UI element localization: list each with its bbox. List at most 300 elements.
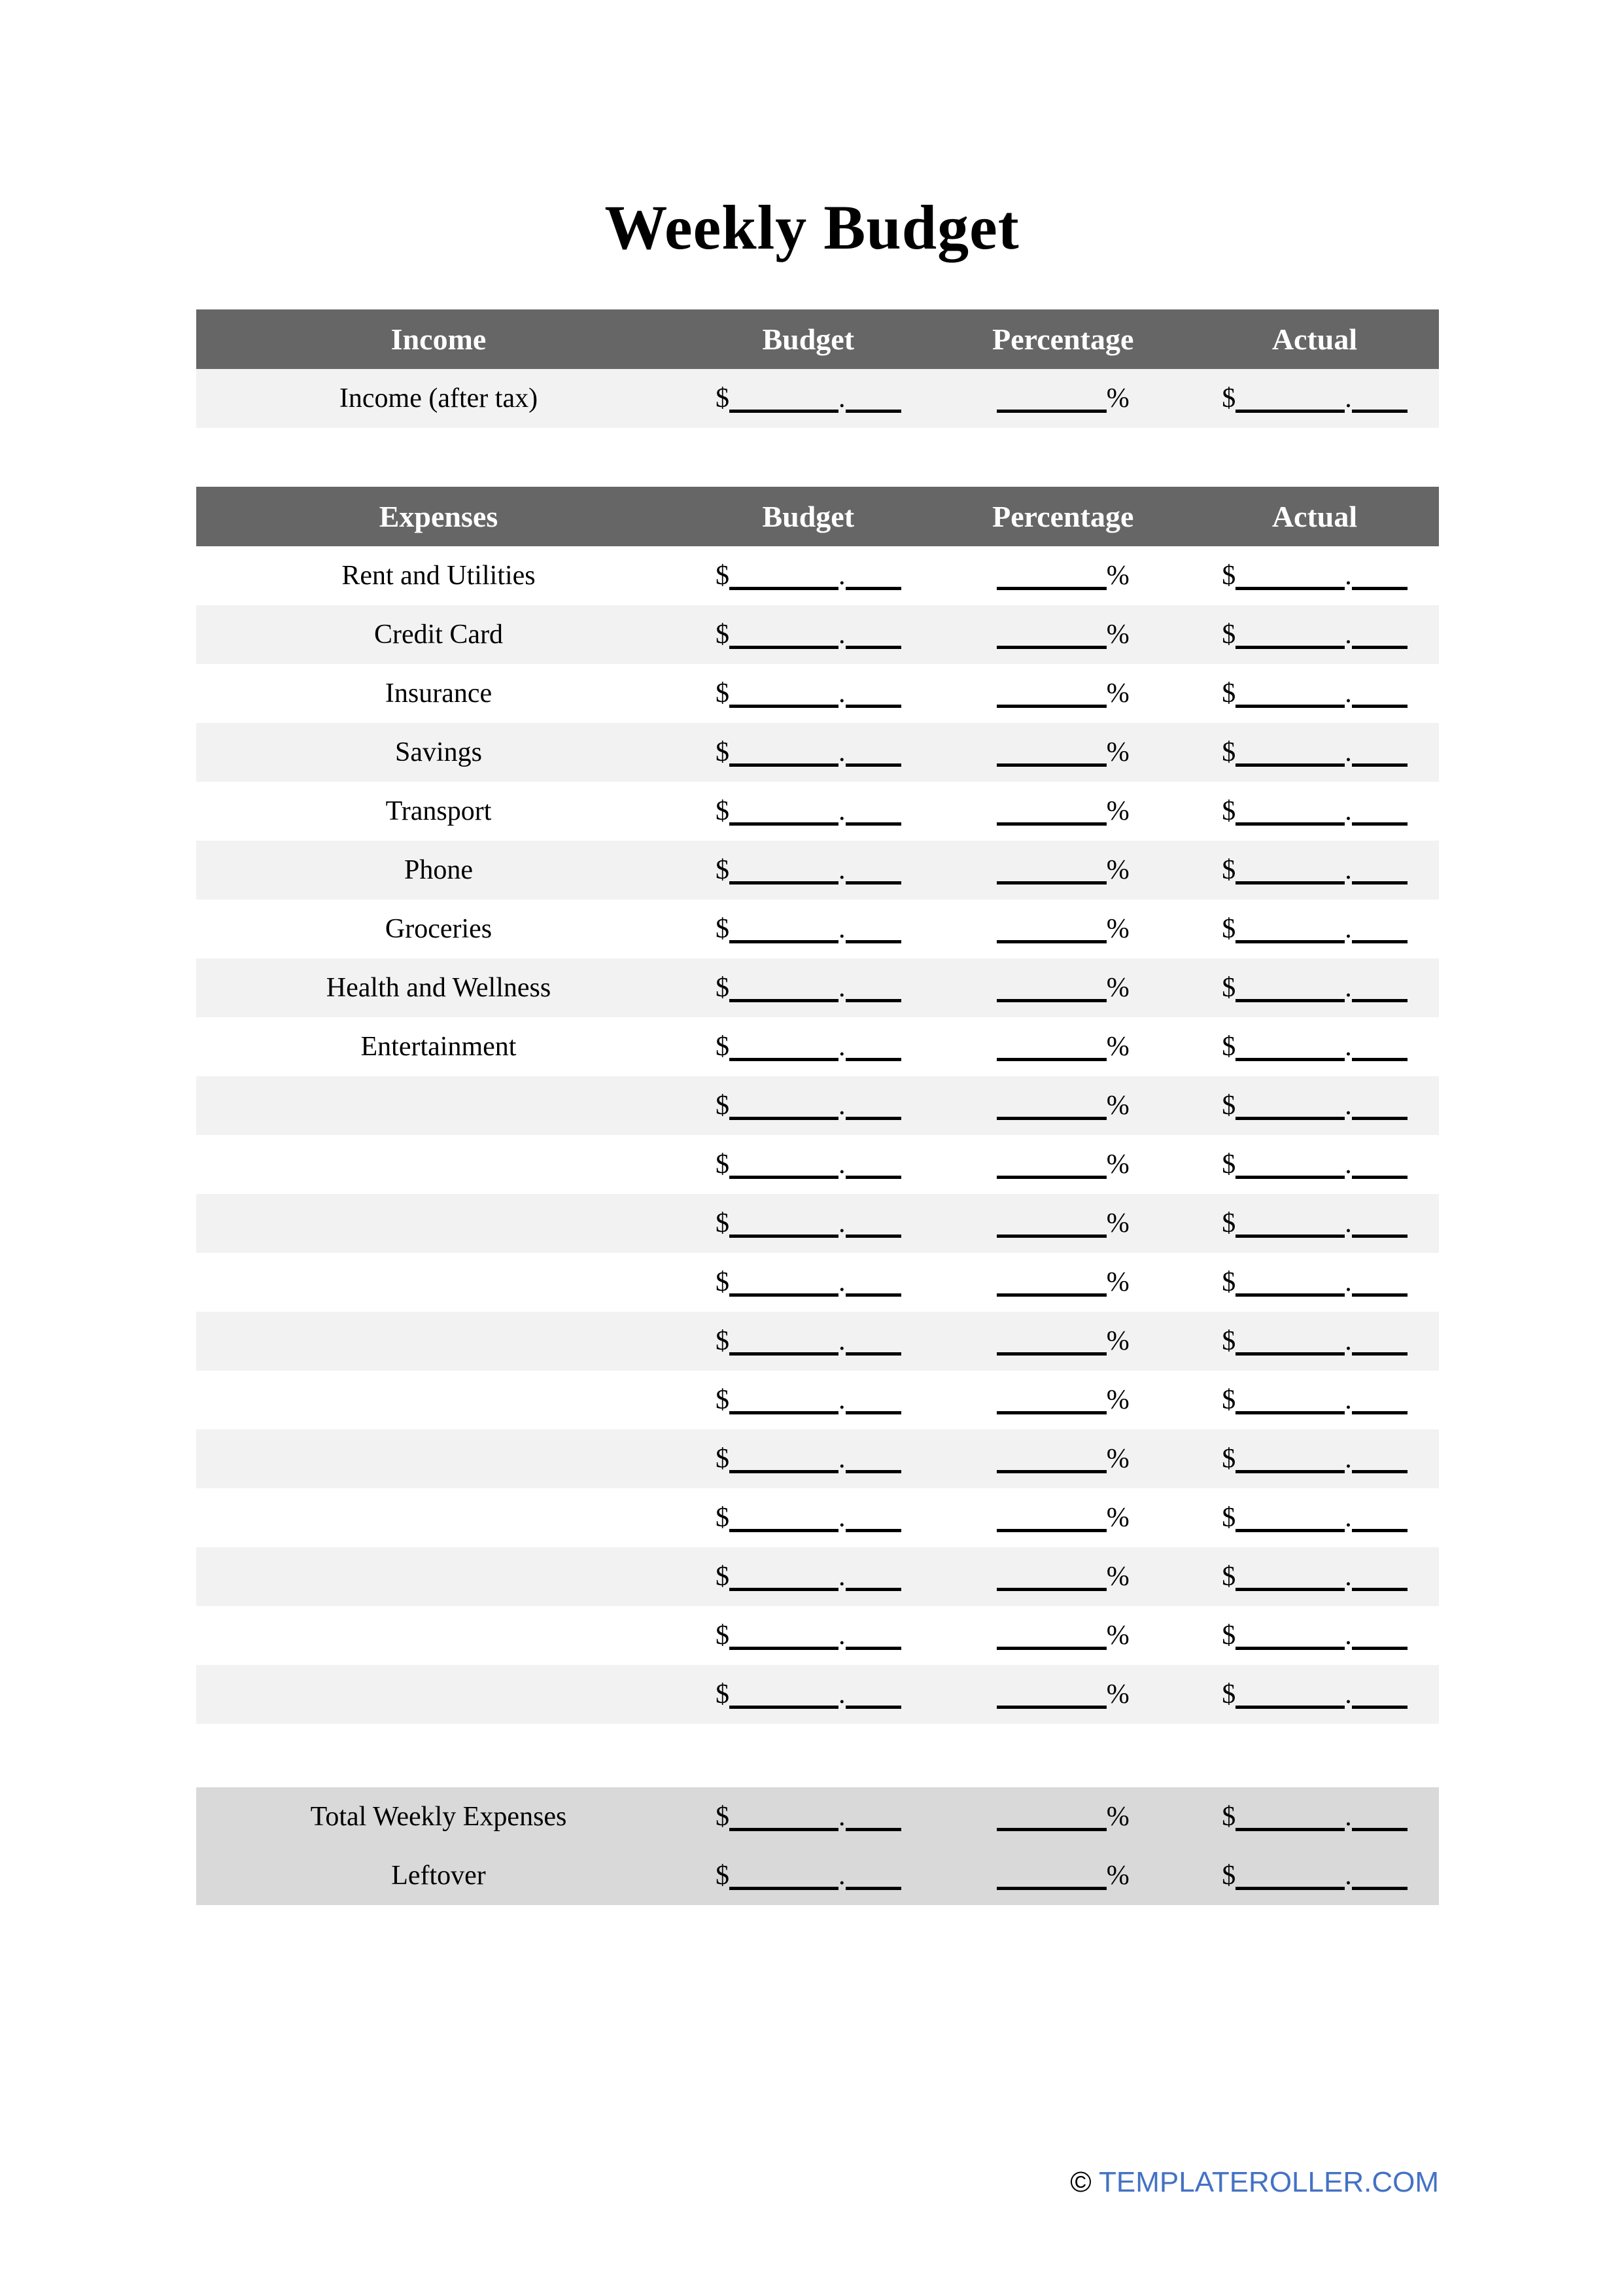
percentage-blank-field [936, 1267, 1191, 1298]
blank-line [729, 821, 838, 826]
table-row [196, 1312, 1439, 1371]
blank-line [997, 1586, 1107, 1591]
blank-line [1352, 998, 1408, 1002]
blank-line [846, 1351, 901, 1356]
decimal-point: . [1345, 914, 1352, 944]
percent-symbol: % [1106, 1149, 1130, 1180]
row-label-cell [196, 972, 681, 1004]
table-row [196, 723, 1439, 782]
table-row [196, 1606, 1439, 1665]
actual-blank-field [1190, 1031, 1439, 1062]
currency-symbol: $ [1222, 1861, 1236, 1891]
blank-line [729, 586, 838, 590]
decimal-point: . [1345, 620, 1352, 650]
blank-line [729, 762, 838, 767]
actual-blank-field [1190, 1679, 1439, 1710]
percentage-blank-field [936, 1031, 1191, 1062]
table-row [196, 664, 1439, 723]
actual-blank-field [1190, 1090, 1439, 1121]
actual-blank-field [1190, 1325, 1439, 1357]
currency-symbol: $ [1222, 1032, 1236, 1062]
row-label-cell [196, 383, 681, 414]
decimal-point: . [838, 1326, 846, 1356]
percent-symbol: % [1106, 1326, 1130, 1356]
blank-line [729, 1410, 838, 1414]
blank-line [729, 880, 838, 885]
column-header-actual: Actual [1271, 323, 1358, 356]
actual-blank-field [1190, 619, 1439, 650]
decimal-point: . [838, 1503, 846, 1533]
currency-symbol: $ [1222, 561, 1236, 591]
percent-symbol: % [1106, 1562, 1130, 1592]
budget-blank-field [681, 619, 936, 650]
blank-line [846, 880, 901, 885]
decimal-point: . [1345, 855, 1352, 885]
expenses-table [196, 487, 1439, 1724]
blank-line [1352, 1827, 1408, 1831]
currency-symbol: $ [716, 620, 729, 650]
percentage-blank-field [936, 1620, 1191, 1651]
blank-line [729, 1885, 838, 1890]
blank-line [846, 1885, 901, 1890]
actual-blank-field [1190, 383, 1439, 414]
percentage-blank-field [936, 678, 1191, 709]
blank-line [846, 762, 901, 767]
decimal-point: . [1345, 1149, 1352, 1180]
blank-line [997, 1233, 1107, 1238]
blank-line [1352, 1233, 1408, 1238]
blank-line [1235, 1885, 1345, 1890]
blank-line [997, 1174, 1107, 1179]
blank-line [1235, 1351, 1345, 1356]
blank-line [1352, 1885, 1408, 1890]
decimal-point: . [1345, 678, 1352, 709]
row-label: Rent and Utilities [341, 561, 536, 591]
blank-line [729, 644, 838, 649]
table-row [196, 605, 1439, 664]
percentage-blank-field [936, 913, 1191, 945]
percentage-blank-field [936, 1561, 1191, 1592]
table-row [196, 369, 1439, 428]
blank-line [997, 1292, 1107, 1297]
decimal-point: . [838, 1032, 846, 1062]
blank-line [1235, 1115, 1345, 1120]
currency-symbol: $ [716, 678, 729, 709]
percent-symbol: % [1106, 1385, 1130, 1415]
blank-line [1352, 1410, 1408, 1414]
currency-symbol: $ [716, 1091, 729, 1121]
budget-blank-field [681, 913, 936, 945]
row-label: Insurance [385, 678, 492, 709]
blank-line [997, 408, 1107, 413]
percentage-blank-field [936, 619, 1191, 650]
blank-line [1352, 762, 1408, 767]
currency-symbol: $ [1222, 796, 1236, 826]
blank-line [846, 586, 901, 590]
percent-symbol: % [1106, 1267, 1130, 1297]
currency-symbol: $ [1222, 1091, 1236, 1121]
percentage-blank-field [936, 972, 1191, 1004]
blank-line [1235, 1704, 1345, 1709]
currency-symbol: $ [1222, 973, 1236, 1003]
blank-line [846, 1292, 901, 1297]
actual-blank-field [1190, 1149, 1439, 1180]
row-label: Transport [385, 796, 492, 826]
decimal-point: . [1345, 561, 1352, 591]
budget-blank-field [681, 383, 936, 414]
summary-table-rows [196, 1787, 1439, 1905]
budget-blank-field [681, 737, 936, 768]
blank-line [846, 1586, 901, 1591]
blank-line [1352, 703, 1408, 708]
decimal-point: . [1345, 1091, 1352, 1121]
blank-line [729, 1233, 838, 1238]
blank-line [1352, 1645, 1408, 1650]
decimal-point: . [838, 678, 846, 709]
table-row [196, 1665, 1439, 1724]
blank-line [729, 1645, 838, 1650]
currency-symbol: $ [1222, 678, 1236, 709]
percentage-blank-field [936, 1443, 1191, 1475]
column-header-actual: Actual [1271, 500, 1358, 533]
decimal-point: . [838, 1091, 846, 1121]
blank-line [846, 1057, 901, 1061]
table-row [196, 1253, 1439, 1312]
blank-line [1235, 880, 1345, 885]
row-label-cell [196, 854, 681, 886]
budget-blank-field [681, 1801, 936, 1832]
currency-symbol: $ [1222, 1621, 1236, 1651]
blank-line [846, 939, 901, 943]
blank-line [1352, 1469, 1408, 1473]
blank-line [729, 1174, 838, 1179]
blank-line [997, 1704, 1107, 1709]
decimal-point: . [838, 383, 846, 413]
percent-symbol: % [1106, 561, 1130, 591]
blank-line [1235, 703, 1345, 708]
decimal-point: . [1345, 1385, 1352, 1415]
row-label-cell [196, 737, 681, 768]
blank-line [1235, 762, 1345, 767]
budget-blank-field [681, 1031, 936, 1062]
table-row [196, 782, 1439, 841]
budget-blank-field [681, 1620, 936, 1651]
decimal-point: . [838, 1267, 846, 1297]
actual-blank-field [1190, 854, 1439, 886]
table-row [196, 1787, 1439, 1846]
actual-blank-field [1190, 1860, 1439, 1891]
percent-symbol: % [1106, 1861, 1130, 1891]
currency-symbol: $ [716, 914, 729, 944]
row-label-cell [196, 678, 681, 709]
blank-line [1352, 644, 1408, 649]
actual-blank-field [1190, 796, 1439, 827]
decimal-point: . [838, 1208, 846, 1238]
decimal-point: . [1345, 383, 1352, 413]
currency-symbol: $ [716, 855, 729, 885]
currency-symbol: $ [716, 1149, 729, 1180]
blank-line [1235, 586, 1345, 590]
percentage-blank-field [936, 854, 1191, 886]
blank-line [997, 1827, 1107, 1831]
blank-line [1235, 939, 1345, 943]
blank-line [729, 1586, 838, 1591]
currency-symbol: $ [716, 1621, 729, 1651]
currency-symbol: $ [1222, 383, 1236, 413]
percent-symbol: % [1106, 737, 1130, 767]
currency-symbol: $ [1222, 1562, 1236, 1592]
row-label-cell [196, 796, 681, 827]
blank-line [1352, 939, 1408, 943]
decimal-point: . [838, 620, 846, 650]
currency-symbol: $ [716, 1802, 729, 1832]
currency-symbol: $ [716, 1444, 729, 1474]
actual-blank-field [1190, 678, 1439, 709]
blank-line [1235, 408, 1345, 413]
actual-blank-field [1190, 1502, 1439, 1533]
row-label: Leftover [391, 1861, 486, 1891]
decimal-point: . [838, 1621, 846, 1651]
expenses-table-header [196, 487, 1439, 546]
blank-line [997, 644, 1107, 649]
currency-symbol: $ [1222, 1679, 1236, 1709]
blank-line [846, 821, 901, 826]
blank-line [997, 998, 1107, 1002]
blank-line [846, 1115, 901, 1120]
blank-line [1352, 1174, 1408, 1179]
row-label: Phone [404, 855, 473, 885]
budget-blank-field [681, 1443, 936, 1475]
decimal-point: . [1345, 1562, 1352, 1592]
row-label-cell [196, 913, 681, 945]
blank-line [1352, 1528, 1408, 1532]
blank-line [846, 644, 901, 649]
blank-line [1235, 821, 1345, 826]
budget-blank-field [681, 1208, 936, 1239]
decimal-point: . [838, 1562, 846, 1592]
table-row [196, 1371, 1439, 1429]
percentage-blank-field [936, 1149, 1191, 1180]
blank-line [729, 1351, 838, 1356]
blank-line [997, 1057, 1107, 1061]
table-row [196, 546, 1439, 605]
percentage-blank-field [936, 1384, 1191, 1416]
blank-line [997, 586, 1107, 590]
actual-blank-field [1190, 1561, 1439, 1592]
percentage-blank-field [936, 1208, 1191, 1239]
blank-line [729, 1827, 838, 1831]
budget-blank-field [681, 796, 936, 827]
currency-symbol: $ [716, 1032, 729, 1062]
footer-site-link[interactable]: TEMPLATEROLLER.COM [1099, 2166, 1439, 2198]
blank-line [846, 703, 901, 708]
blank-line [1352, 586, 1408, 590]
blank-line [1352, 880, 1408, 885]
decimal-point: . [838, 1444, 846, 1474]
percent-symbol: % [1106, 1679, 1130, 1709]
decimal-point: . [1345, 973, 1352, 1003]
actual-blank-field [1190, 1443, 1439, 1475]
budget-blank-field [681, 1679, 936, 1710]
decimal-point: . [1345, 1208, 1352, 1238]
decimal-point: . [1345, 1503, 1352, 1533]
percentage-blank-field [936, 1325, 1191, 1357]
table-row [196, 1846, 1439, 1905]
blank-line [997, 762, 1107, 767]
blank-line [846, 1528, 901, 1532]
blank-line [1235, 1174, 1345, 1179]
blank-line [729, 1057, 838, 1061]
percentage-blank-field [936, 1090, 1191, 1121]
footer [196, 2167, 1439, 2198]
actual-blank-field [1190, 1620, 1439, 1651]
blank-line [1352, 1292, 1408, 1297]
percent-symbol: % [1106, 855, 1130, 885]
blank-line [997, 821, 1107, 826]
currency-symbol: $ [716, 1562, 729, 1592]
table-row [196, 841, 1439, 900]
table-row [196, 1017, 1439, 1076]
blank-line [997, 1469, 1107, 1473]
percent-symbol: % [1106, 1091, 1130, 1121]
blank-line [1235, 1057, 1345, 1061]
blank-line [1235, 1586, 1345, 1591]
blank-line [729, 998, 838, 1002]
currency-symbol: $ [1222, 1503, 1236, 1533]
blank-line [1235, 1292, 1345, 1297]
percentage-blank-field [936, 1679, 1191, 1710]
budget-blank-field [681, 1561, 936, 1592]
row-label-cell [196, 1801, 681, 1832]
page-title: Weekly Budget [604, 192, 1020, 262]
decimal-point: . [838, 1679, 846, 1709]
blank-line [1352, 408, 1408, 413]
column-header-budget: Budget [762, 323, 855, 356]
blank-line [846, 1704, 901, 1709]
decimal-point: . [1345, 1267, 1352, 1297]
percent-symbol: % [1106, 1208, 1130, 1238]
table-row [196, 1429, 1439, 1488]
decimal-point: . [838, 855, 846, 885]
decimal-point: . [838, 1861, 846, 1891]
decimal-point: . [1345, 1032, 1352, 1062]
currency-symbol: $ [716, 561, 729, 591]
blank-line [1235, 1528, 1345, 1532]
blank-line [997, 1885, 1107, 1890]
budget-blank-field [681, 854, 936, 886]
budget-blank-field [681, 1325, 936, 1357]
blank-line [1352, 1351, 1408, 1356]
blank-line [729, 1115, 838, 1120]
blank-line [997, 1115, 1107, 1120]
percentage-blank-field [936, 383, 1191, 414]
actual-blank-field [1190, 1267, 1439, 1298]
percent-symbol: % [1106, 914, 1130, 944]
blank-line [1235, 644, 1345, 649]
currency-symbol: $ [716, 1326, 729, 1356]
currency-symbol: $ [1222, 914, 1236, 944]
blank-line [846, 1469, 901, 1473]
column-header-budget: Budget [762, 500, 855, 533]
row-label: Health and Wellness [326, 973, 551, 1003]
decimal-point: . [1345, 1326, 1352, 1356]
decimal-point: . [1345, 737, 1352, 767]
decimal-point: . [838, 561, 846, 591]
currency-symbol: $ [1222, 1444, 1236, 1474]
decimal-point: . [838, 1149, 846, 1180]
blank-line [846, 1174, 901, 1179]
percent-symbol: % [1106, 383, 1130, 413]
row-label: Income (after tax) [339, 383, 538, 413]
percentage-blank-field [936, 1801, 1191, 1832]
currency-symbol: $ [716, 1503, 729, 1533]
blank-line [846, 1410, 901, 1414]
blank-line [1235, 1410, 1345, 1414]
currency-symbol: $ [1222, 855, 1236, 885]
currency-symbol: $ [1222, 1267, 1236, 1297]
currency-symbol: $ [716, 1385, 729, 1415]
percentage-blank-field [936, 560, 1191, 591]
blank-line [997, 1351, 1107, 1356]
decimal-point: . [838, 796, 846, 826]
table-row [196, 958, 1439, 1017]
currency-symbol: $ [716, 737, 729, 767]
currency-symbol: $ [716, 1267, 729, 1297]
budget-blank-field [681, 1502, 936, 1533]
table-row [196, 1547, 1439, 1606]
currency-symbol: $ [716, 973, 729, 1003]
percentage-blank-field [936, 737, 1191, 768]
currency-symbol: $ [716, 796, 729, 826]
currency-symbol: $ [1222, 1326, 1236, 1356]
column-header-percentage: Percentage [992, 500, 1134, 533]
actual-blank-field [1190, 737, 1439, 768]
actual-blank-field [1190, 560, 1439, 591]
percent-symbol: % [1106, 1503, 1130, 1533]
percent-symbol: % [1106, 620, 1130, 650]
currency-symbol: $ [716, 383, 729, 413]
currency-symbol: $ [716, 1208, 729, 1238]
blank-line [1235, 1827, 1345, 1831]
row-label-cell [196, 560, 681, 591]
row-label-cell [196, 1860, 681, 1891]
budget-blank-field [681, 1267, 936, 1298]
blank-line [1352, 1115, 1408, 1120]
percent-symbol: % [1106, 1802, 1130, 1832]
column-header-expenses: Expenses [379, 500, 498, 533]
income-table-header [196, 309, 1439, 369]
row-label: Groceries [385, 914, 492, 944]
actual-blank-field [1190, 1801, 1439, 1832]
budget-blank-field [681, 1384, 936, 1416]
copyright-symbol: © [1070, 2166, 1092, 2198]
percent-symbol: % [1106, 1621, 1130, 1651]
blank-line [729, 1704, 838, 1709]
percent-symbol: % [1106, 1032, 1130, 1062]
summary-table [196, 1787, 1439, 1905]
decimal-point: . [1345, 796, 1352, 826]
table-row [196, 1194, 1439, 1253]
decimal-point: . [838, 1802, 846, 1832]
table-row [196, 1488, 1439, 1547]
budget-blank-field [681, 972, 936, 1004]
currency-symbol: $ [1222, 1385, 1236, 1415]
decimal-point: . [1345, 1621, 1352, 1651]
currency-symbol: $ [1222, 737, 1236, 767]
percent-symbol: % [1106, 973, 1130, 1003]
blank-line [997, 1645, 1107, 1650]
blank-line [729, 1528, 838, 1532]
